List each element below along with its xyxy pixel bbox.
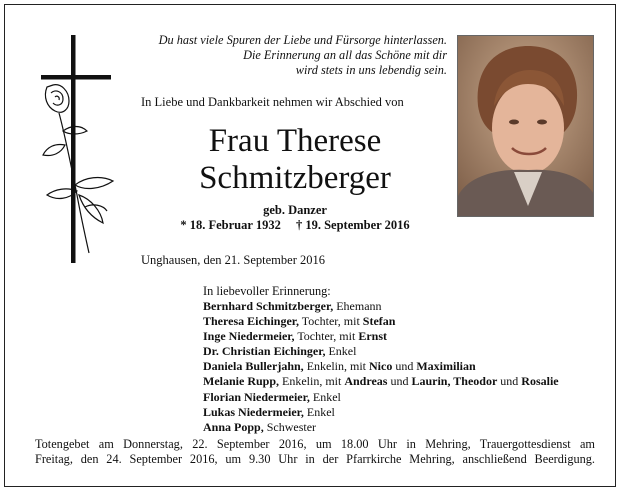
mourner-relation: und: [387, 374, 412, 389]
memorial-quote: [125, 33, 447, 78]
mourner-line: [203, 359, 559, 374]
mourner-name: Maximilian: [416, 359, 476, 374]
mourners-list: [203, 299, 559, 435]
mourner-relation: Tochter, mit: [294, 329, 359, 344]
mourner-name: Lukas Niedermeier,: [203, 404, 304, 419]
mourner-relation: Enkel: [325, 344, 357, 359]
mourner-name: Anna Popp,: [203, 419, 264, 434]
service-line: Totengebet am Donnerstag, 22. September 2016, um 18.00 Uhr in Mehring, Trauergottesdienst am: [35, 437, 595, 451]
mourner-line: [203, 299, 559, 314]
mourner-relation: Enkel: [309, 389, 341, 404]
mourner-name: Ernst: [358, 329, 387, 344]
mourner-name: Laurin, Theodor: [411, 374, 498, 389]
mourner-relation: und: [497, 374, 522, 389]
birth-date: * 18. Februar 1932: [180, 218, 281, 232]
service-info: [35, 437, 595, 467]
mourner-name: Melanie Rupp,: [203, 374, 280, 389]
mourner-name: Bernhard Schmitzberger,: [203, 299, 334, 313]
mourner-line: [203, 420, 559, 435]
mourner-line: [203, 314, 559, 329]
deceased-name: [141, 123, 449, 197]
mourner-relation: Enkelin, mit: [303, 359, 370, 374]
mourner-line: [203, 344, 559, 359]
mourner-name: Inge Niedermeier,: [203, 329, 295, 344]
mourner-line: [203, 374, 559, 389]
mourner-name: Florian Niedermeier,: [203, 389, 310, 404]
mourner-relation: Schwester: [263, 419, 317, 434]
mourner-relation: Tochter, mit: [299, 314, 363, 329]
portrait-photo: [457, 35, 594, 217]
place-date: Unghausen, den 21. September 2016: [141, 253, 325, 267]
mourner-line: [203, 390, 559, 405]
death-date: † 19. September 2016: [295, 218, 410, 232]
quote-line: Du hast viele Spuren der Liebe und Fürsorge hinterlassen.: [158, 33, 447, 47]
mourner-relation: Enkel: [303, 404, 335, 419]
mourner-relation: Ehemann: [333, 299, 382, 313]
quote-line: Die Erinnerung an all das Schöne mit dir: [243, 48, 447, 62]
mourner-relation: Enkelin, mit: [279, 374, 345, 389]
quote-line: wird stets in uns lebendig sein.: [295, 63, 447, 77]
mourner-name: Theresa Eichinger,: [203, 314, 300, 329]
obituary-card: [4, 4, 616, 487]
maiden-name: geb. Danzer: [263, 203, 327, 217]
name-line-1: Frau Therese: [208, 123, 382, 159]
farewell-intro: In Liebe und Dankbarkeit nehmen wir Abschied von: [141, 95, 404, 109]
mourner-name: Stefan: [362, 314, 396, 329]
cross-icon: [41, 35, 111, 263]
mourner-name: Nico: [369, 359, 393, 374]
rose-icon: [43, 85, 113, 253]
mourner-relation: und: [392, 359, 417, 374]
mourner-line: [203, 329, 559, 344]
name-line-2: Schmitzberger: [199, 160, 391, 196]
mourner-line: [203, 405, 559, 420]
mourner-name: Andreas: [344, 374, 388, 389]
life-dates: [141, 218, 449, 233]
service-line: Freitag, den 24. September 2016, um 9.30 Uhr in der Pfarrkirche Mehring, anschließend Beerdigung.: [35, 452, 595, 466]
memory-title: In liebevoller Erinnerung:: [203, 284, 331, 298]
mourner-name: Dr. Christian Eichinger,: [203, 344, 326, 359]
mourner-name: Rosalie: [521, 374, 559, 389]
mourner-name: Daniela Bullerjahn,: [203, 359, 304, 374]
